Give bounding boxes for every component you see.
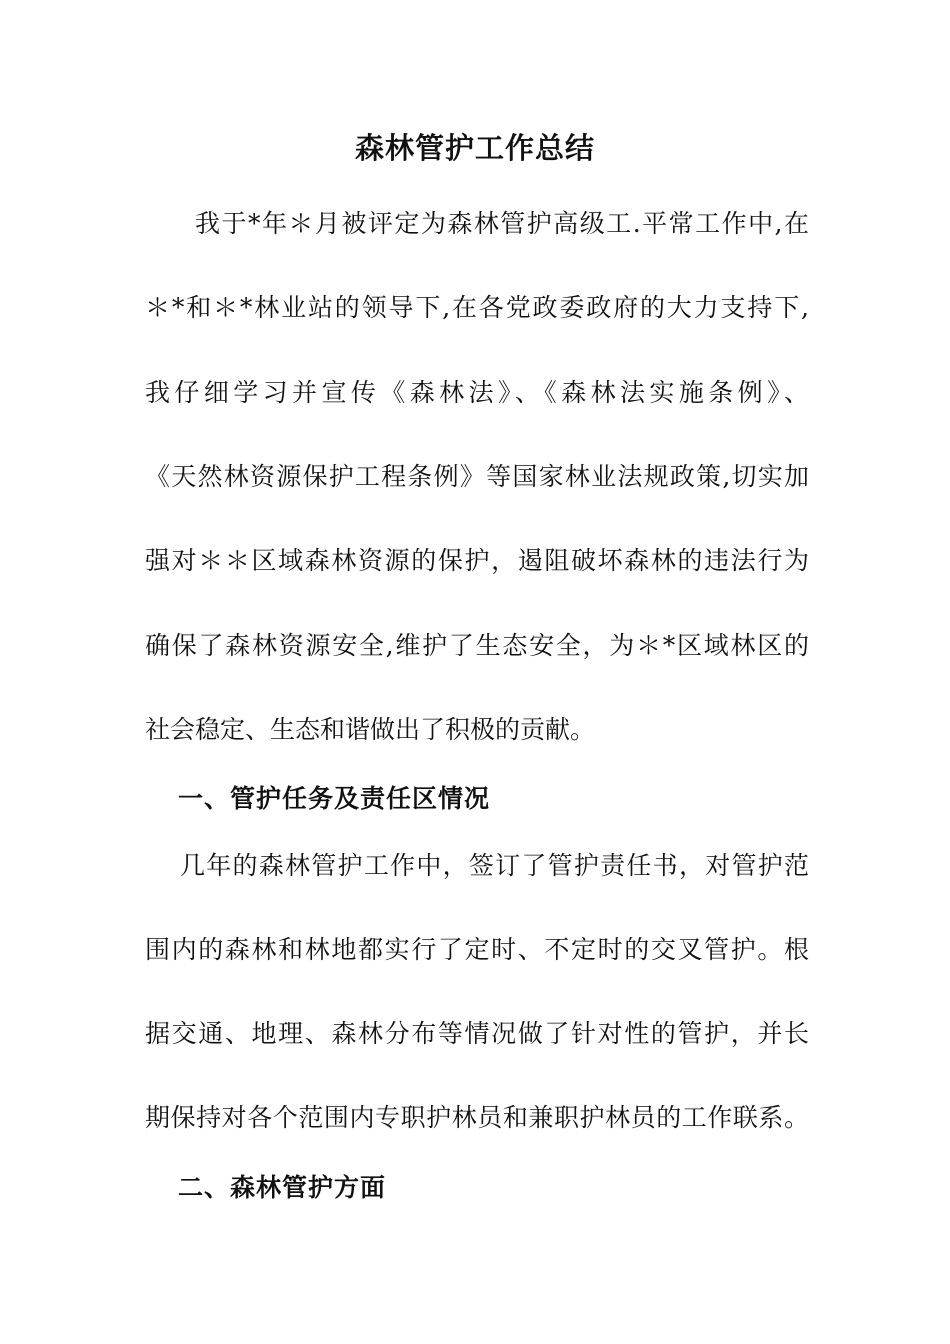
intro-line-5: 强对＊＊区域森林资源的保护，遏阻破坏森林的违法行为 [145, 546, 809, 575]
intro-line-3: 我仔细学习并宣传《森林法》、《森林法实施条例》、 [145, 378, 809, 407]
section-heading-2: 二、森林管护方面 [178, 1173, 387, 1202]
section1-line-3: 据交通、地理、森林分布等情况做了针对性的管护，并长 [145, 1019, 809, 1048]
section1-line-2: 围内的森林和林地都实行了定时、不定时的交叉管护。根 [145, 935, 809, 964]
document-title: 森林管护工作总结 [354, 131, 595, 165]
section-heading-1: 一、管护任务及责任区情况 [178, 784, 491, 813]
intro-line-7: 社会稳定、生态和谐做出了积极的贡献。 [145, 715, 596, 744]
intro-line-4: 《天然林资源保护工程条例》等国家林业法规政策,切实加 [145, 462, 809, 491]
intro-line-6: 确保了森林资源安全,维护了生态安全，为＊*区域林区的 [145, 631, 809, 660]
section1-line-4: 期保持对各个范围内专职护林员和兼职护林员的工作联系。 [145, 1103, 809, 1132]
intro-line-1: 我于*年＊月被评定为森林管护高级工.平常工作中,在 [195, 209, 809, 238]
intro-line-2: ＊*和＊*林业站的领导下,在各党政委政府的大力支持下, [145, 293, 809, 322]
section1-line-1: 几年的森林管护工作中，签订了管护责任书，对管护范 [180, 851, 809, 880]
